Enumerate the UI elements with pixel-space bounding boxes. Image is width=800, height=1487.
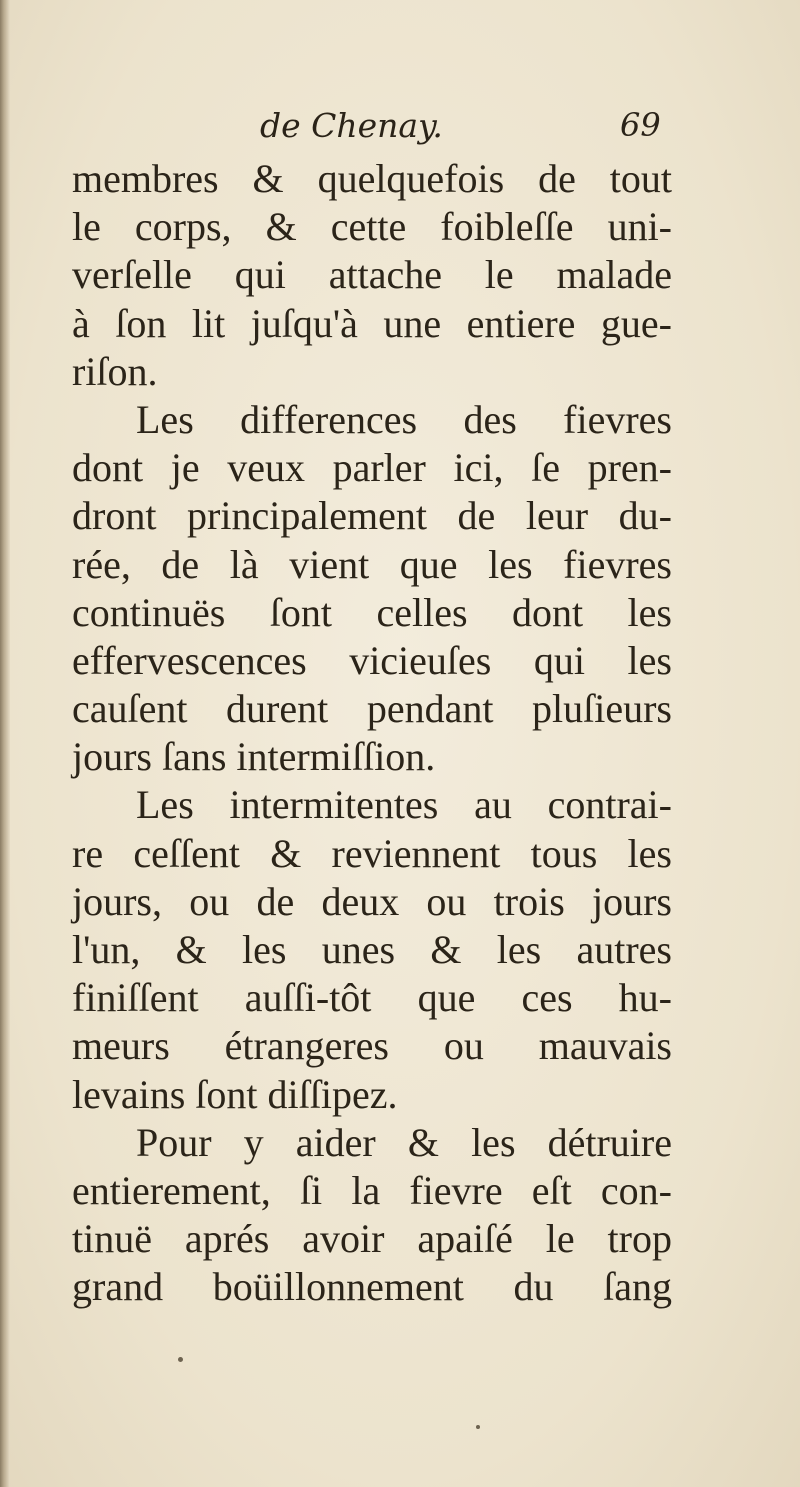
page-number: 69 (620, 106, 661, 144)
text-line: dont je veux parler ici, ſe pren- (72, 445, 672, 491)
text-line: jours ſans intermiſſion. (72, 734, 436, 780)
text-line: riſon. (72, 348, 158, 394)
running-head-title: de Chenay. (260, 106, 443, 145)
text-line: cauſent durent pendant pluſieurs (72, 686, 672, 732)
text-line: meurs étrangeres ou mauvais (72, 1023, 672, 1069)
text-line: dront principalement de leur du- (72, 493, 672, 539)
text-line: re ceſſent & reviennent tous les (72, 830, 672, 876)
text-line: levains ſont diſſipez. (72, 1071, 398, 1117)
text-line: grand boüillonnement du ſang (72, 1264, 672, 1310)
page-gutter-shadow (0, 0, 10, 1487)
text-line: membres & quelquefois de tout (72, 156, 672, 201)
text-line: l'un, & les unes & les autres (72, 927, 672, 972)
text-line: effervescences vicieuſes qui les (72, 637, 672, 683)
text-line: le corps, & cette foibleſſe uni- (72, 204, 672, 250)
body-text (72, 155, 672, 1312)
text-line: Les intermitentes au contrai- (136, 782, 672, 828)
text-line: rée, de là vient que les fievres (72, 541, 672, 587)
paper-speck (178, 1357, 183, 1362)
running-head (0, 102, 800, 152)
paper-speck (476, 1425, 480, 1429)
text-line: jours, ou de deux ou trois jours (72, 878, 672, 924)
text-line: finiſſent auſſi-tôt que ces hu- (72, 975, 672, 1021)
text-line: Pour y aider & les détruire (136, 1119, 672, 1165)
text-line: continuës ſont celles dont les (72, 589, 672, 635)
text-line: entierement, ſi la fievre eſt con- (72, 1167, 672, 1213)
text-line: à ſon lit juſqu'à une entiere gue- (72, 300, 672, 346)
text-line: tinuë aprés avoir apaiſé le trop (72, 1216, 672, 1262)
text-line: Les differences des fievres (136, 396, 672, 442)
text-line: verſelle qui attache le malade (72, 252, 672, 298)
